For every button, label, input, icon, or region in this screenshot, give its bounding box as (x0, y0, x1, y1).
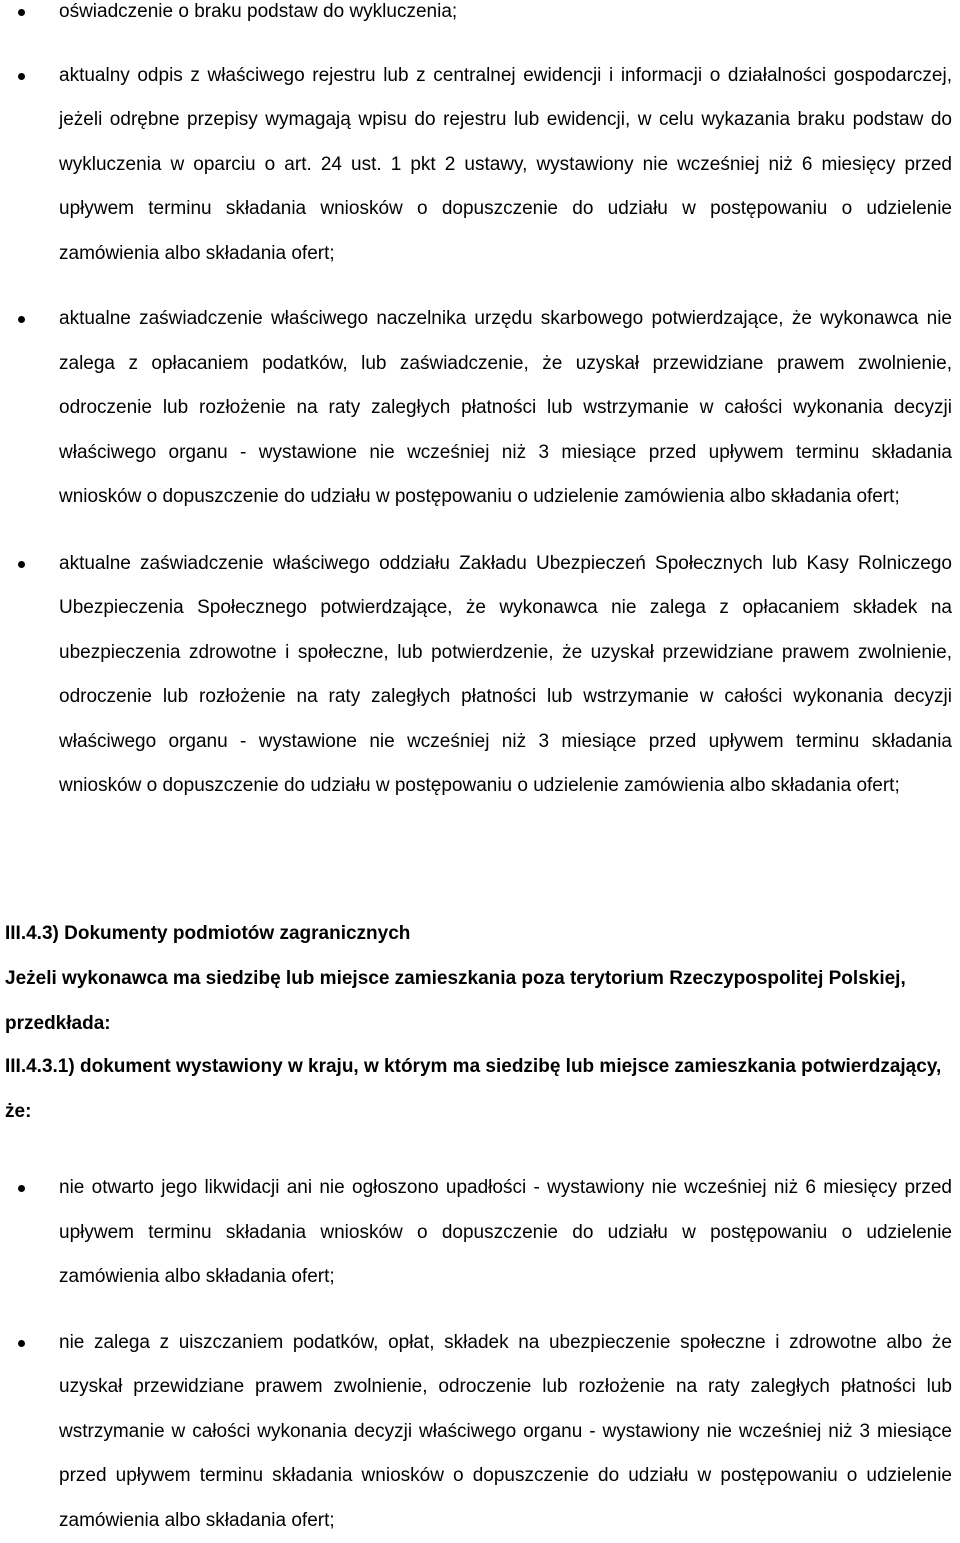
list-item (0, 1166, 960, 1300)
bullet-icon (18, 9, 25, 16)
list-item-text: aktualne zaświadczenie właściwego oddziału Zakładu Ubezpieczeń Społecznych lub Kasy Rolniczego Ubezpieczenia Społecznego potwierdzające, że wykonawca nie zalega z opłacaniem składek na ubezpieczenia zdrowotne i społeczne, lub potwierdzenie, że uzyskał przewidziane prawem zwolnienie, odroczenie lub rozłożenie na raty zaległych płatności lub wstrzymanie w całości wykonania decyzji właściwego organu - wystawione nie wcześniej niż 3 miesiące przed upływem terminu składania wniosków o dopuszczenie do udziału w postępowaniu o udzielenie zamówienia albo składania ofert; (59, 553, 952, 797)
bullet-icon (18, 561, 25, 568)
bullet-icon (18, 316, 25, 323)
list-item (0, 1321, 960, 1543)
bullet-icon (18, 1340, 25, 1347)
list-item-text: aktualne zaświadczenie właściwego naczelnika urzędu skarbowego potwierdzające, że wykonawca nie zalega z opłacaniem podatków, lub zaświadczenie, że uzyskał przewidziane prawem zwolnienie, odroczenie lub rozłożenie na raty zaległych płatności lub wstrzymanie w całości wykonania decyzji właściwego organu - wystawione nie wcześniej niż 3 miesiące przed upływem terminu składania wniosków o dopuszczenie do udziału w postępowaniu o udzielenie zamówienia albo składania ofert; (59, 308, 952, 507)
list-item-text: nie zalega z uiszczaniem podatków, opłat, składek na ubezpieczenie społeczne i zdrowotne albo że uzyskał przewidziane prawem zwolnienie, odroczenie lub rozłożenie na raty zaległych płatności lub wstrzymanie w całości wykonania decyzji właściwego organu - wystawiony nie wcześniej niż 3 miesiące przed upływem terminu składania wniosków o dopuszczenie do udziału w postępowaniu o udzielenie zamówienia albo składania ofert; (59, 1332, 952, 1531)
list-item (0, 54, 960, 277)
bullet-icon (18, 73, 25, 80)
list-item (0, 542, 960, 809)
list-item-text: aktualny odpis z właściwego rejestru lub z centralnej ewidencji i informacji o działalności gospodarczej, jeżeli odrębne przepisy wymagają wpisu do rejestru lub ewidencji, w celu wykazania braku podstaw do wykluczenia w oparciu o art. 24 ust. 1 pkt 2 ustawy, wystawiony nie wcześniej niż 6 miesięcy przed upływem terminu składania wniosków o dopuszczenie do udziału w postępowaniu o udzielenie zamówienia albo składania ofert; (59, 65, 952, 264)
subsection-heading: III.4.3.1) dokument wystawiony w kraju, w którym ma siedzibę lub miejsce zamieszkania potwierdzający, że: (5, 1045, 955, 1134)
list-item (0, 0, 960, 35)
section-intro: Jeżeli wykonawca ma siedzibę lub miejsce zamieszkania poza terytorium Rzeczypospolitej Polskiej, przedkłada: (5, 957, 955, 1046)
requirements-list-2 (0, 1166, 960, 1543)
list-item-text: oświadczenie o braku podstaw do wykluczenia; (59, 1, 457, 22)
list-item-text: nie otwarto jego likwidacji ani nie ogłoszono upadłości - wystawiony nie wcześniej niż 6 miesięcy przed upływem terminu składania wniosków o dopuszczenie do udziału w postępowaniu o udzielenie zamówienia albo składania ofert; (59, 1177, 952, 1287)
section-heading: III.4.3) Dokumenty podmiotów zagranicznych (5, 912, 955, 957)
list-item (0, 297, 960, 520)
bullet-icon (18, 1185, 25, 1192)
